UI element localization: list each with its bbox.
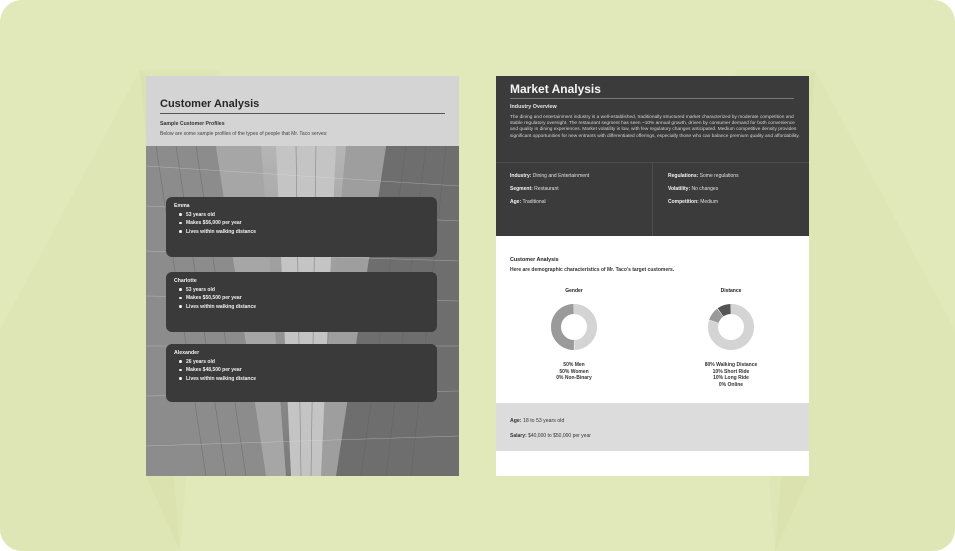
profile-card-charlotte — [166, 272, 437, 332]
gender-donut-chart — [549, 302, 599, 352]
legend-item-online: 0% Online — [718, 381, 744, 388]
profile-name: Charlotte — [174, 278, 197, 284]
gender-legend — [524, 362, 624, 382]
profile-card-emma — [166, 197, 437, 257]
customer-analysis-page — [146, 76, 459, 476]
profile-details — [174, 287, 429, 310]
distance-legend — [681, 362, 781, 388]
profile-details — [174, 212, 429, 235]
profile-detail: Makes $48,500 per year — [186, 367, 429, 373]
profile-detail: Lives within walking distance — [186, 229, 429, 235]
fact-regulations: Regulations: Some regulations — [668, 173, 739, 179]
profile-name: Emma — [174, 203, 190, 209]
fact-volatility: Volatility: No changes — [668, 186, 719, 192]
fact-competition: Competition: Medium — [668, 199, 719, 205]
market-overview-panel — [496, 76, 809, 236]
customer-page-title: Customer Analysis — [160, 98, 445, 114]
customer-page-subtitle: Sample Customer Profiles — [160, 121, 225, 127]
customer-page-header — [146, 76, 459, 146]
legend-item-non-binary: 0% Non-Binary — [556, 375, 592, 381]
customer-analysis-heading: Customer Analysis — [510, 257, 559, 263]
profile-name: Alexander — [174, 350, 200, 356]
divider — [652, 163, 653, 236]
fact-industry: Industry: Dining and Entertainment — [510, 173, 590, 179]
industry-overview-text: The dining and entertainment industry is a well-established, traditionally structured market characterized by moderate competition and stable regulatory oversight. The restaurant segment has seen ~10% annual growth, driven by consumer demand for both convenience and quality in dining experiences. Market volatility is low, with few regulatory changes anticipated. Medium competitive density provides significant opportunities for new entrants with differentiated offerings, especially those who can balance premium quality and affordability. — [510, 115, 800, 139]
customer-analysis-intro: Here are demographic characteristics of Mr. Taco's target customers. — [510, 267, 675, 273]
profile-card-alexander — [166, 344, 437, 402]
fact-segment: Segment: Restaurant — [510, 186, 559, 192]
industry-overview-heading: Industry Overview — [510, 104, 557, 110]
demographics-summary-band — [496, 403, 809, 451]
legend-item-walking: 80% Walking Distance — [704, 362, 758, 368]
profile-detail: 53 years old — [186, 212, 429, 218]
legend-item-women: 50% Women — [559, 368, 589, 375]
salary-range: Salary: $40,000 to $50,000 per year — [510, 433, 591, 439]
profile-detail: Makes $50,500 per year — [186, 295, 429, 301]
profile-detail: 53 years old — [186, 287, 429, 293]
legend-item-short-ride: 10% Short Ride — [712, 368, 750, 375]
customer-page-description: Below are some sample profiles of the types of people that Mr. Taco serves: — [160, 131, 328, 137]
profile-details — [174, 359, 429, 382]
market-page-title: Market Analysis — [510, 82, 794, 99]
distance-donut-chart — [706, 302, 756, 352]
fact-age: Age: Traditional — [510, 199, 546, 205]
market-analysis-page — [496, 76, 809, 476]
legend-item-men: 50% Men — [563, 362, 585, 368]
profile-detail: 26 years old — [186, 359, 429, 365]
profile-detail: Makes $56,000 per year — [186, 220, 429, 226]
age-range: Age: 18 to 53 years old — [510, 418, 565, 424]
gender-chart-title: Gender — [565, 288, 583, 294]
legend-item-long-ride: 10% Long Ride — [713, 375, 749, 381]
profile-detail: Lives within walking distance — [186, 376, 429, 382]
profile-detail: Lives within walking distance — [186, 304, 429, 310]
distance-chart-title: Distance — [720, 288, 742, 294]
